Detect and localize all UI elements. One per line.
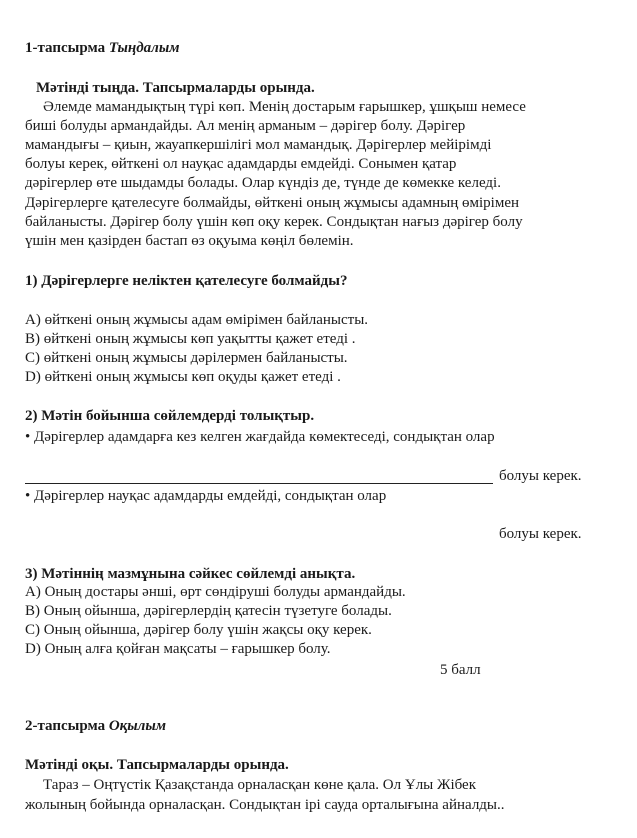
option-d[interactable]: D) Оның алға қойған мақсаты – ғарышкер болу. — [25, 641, 331, 657]
option-a[interactable]: A) өйткені оның жұмысы адам өмірімен байланысты. — [25, 312, 369, 328]
task2-instruction: Мәтінді оқы. Тапсырмаларды орында. — [25, 757, 289, 773]
task2-heading — [25, 717, 166, 735]
task1-number: 1-тапсырма — [25, 40, 106, 56]
text-line: Әлемде мамандықтың түрі көп. Менің достарым ғарышкер, ұшқыш немесе — [43, 99, 526, 115]
option-c[interactable]: C) өйткені оның жұмысы дәрілермен байланысты. — [25, 350, 348, 366]
task2-number: 2-тапсырма — [25, 718, 106, 734]
text-line: мамандығы – қиын, жауапкершілігі мол мамандық. Дәрігерлер мейірімді — [25, 137, 492, 153]
text-line: Дәрігерлерге қателесуге болмайды, өйткені оның жұмысы адамның өмірімен — [25, 195, 520, 211]
text-line: үшін мен қазірден бастап өз оқуыма көңіл бөлемін. — [25, 233, 354, 249]
answer-line-1[interactable] — [25, 483, 493, 484]
sentence-1-ending: болуы керек. — [499, 468, 582, 484]
task1-type: Тыңдалым — [108, 40, 180, 56]
text-line: биші болуды армандайды. Ал менің арманым – дәрігер болу. Дәрігер — [25, 118, 466, 134]
score-label: 5 балл — [440, 662, 481, 678]
text-line: жолының бойында орналасқан. Сондықтан ірі сауда орталығына айналды.. — [25, 797, 505, 813]
question-3: 3) Мәтіннің мазмұнына сәйкес сөйлемді анықта. — [25, 566, 356, 582]
option-c[interactable]: C) Оның ойынша, дәрігер болу үшін жақсы оқу керек. — [25, 622, 372, 638]
option-b[interactable]: B) өйткені оның жұмысы көп уақытты қажет етеді . — [25, 331, 356, 347]
text-line: болуы керек, өйткені ол науқас адамдарды емдейді. Сонымен қатар — [25, 156, 457, 172]
text-line: байланысты. Дәрігер болу үшін көп оқу керек. Сондықтан нағыз дәрігер болу — [25, 214, 523, 230]
option-b[interactable]: B) Оның ойынша, дәрігерлердің қатесін түзетуге болады. — [25, 603, 392, 619]
option-a[interactable]: A) Оның достары әнші, өрт сөндіруші болуды армандайды. — [25, 584, 406, 600]
sentence-1: • Дәрігерлер адамдарға кез келген жағдайда көмектеседі, сондықтан олар — [25, 429, 495, 445]
task1-instruction: Мәтінді тыңда. Тапсырмаларды орында. — [36, 80, 315, 96]
text-line: дәрігерлер өте шыдамды болады. Олар күндіз де, түнде де көмекке келеді. — [25, 175, 501, 191]
task1-heading — [25, 39, 180, 57]
task2-type: Оқылым — [108, 718, 167, 734]
sentence-2: • Дәрігерлер науқас адамдарды емдейді, сондықтан олар — [25, 488, 387, 504]
question-1: 1) Дәрігерлерге неліктен қателесуге болмайды? — [25, 273, 348, 289]
text-line: Тараз – Оңтүстік Қазақстанда орналасқан көне қала. Ол Ұлы Жібек — [43, 777, 477, 793]
sentence-2-ending: болуы керек. — [499, 526, 582, 542]
question-2: 2) Мәтін бойынша сөйлемдерді толықтыр. — [25, 408, 315, 424]
option-d[interactable]: D) өйткені оның жұмысы көп оқуды қажет етеді . — [25, 369, 341, 385]
